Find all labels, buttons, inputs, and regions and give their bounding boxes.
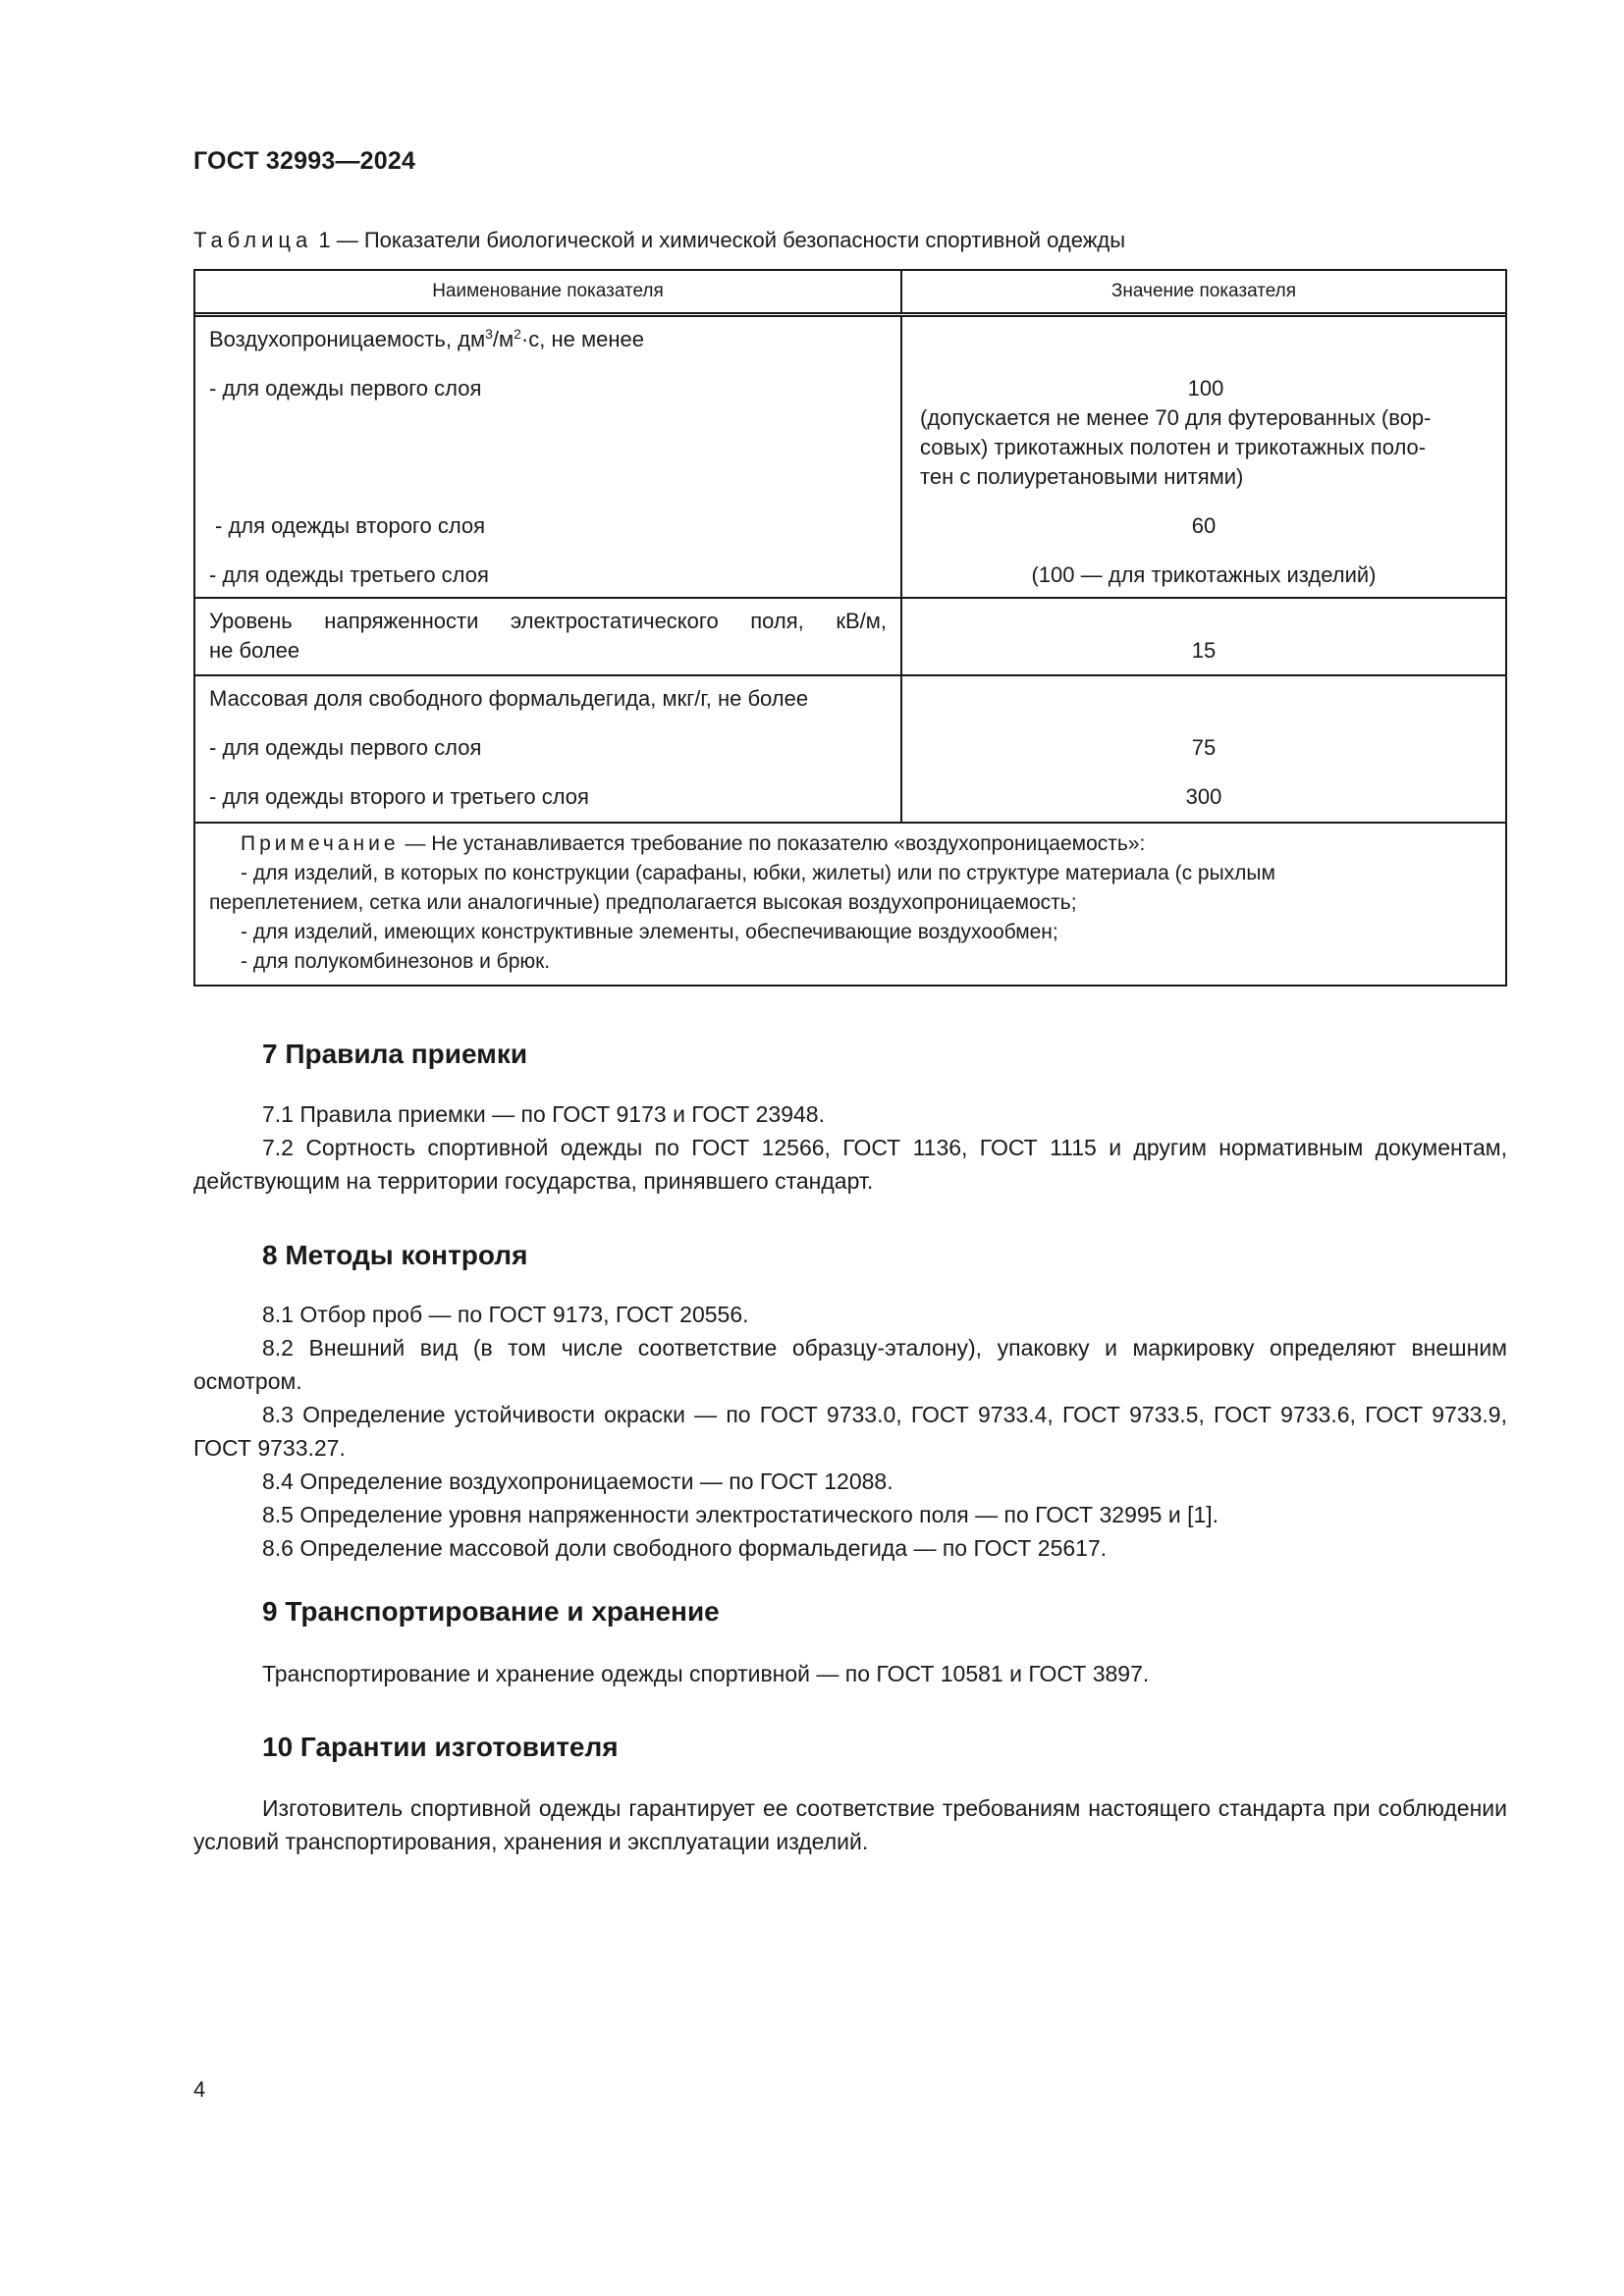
clause-8-5: 8.5 Определение уровня напряженности электростатического поля — по ГОСТ 32995 и [1]. (262, 1502, 1219, 1527)
note-intro: Примечание — Не устанавливается требование по показателю «воздухопроницаемость»: (241, 832, 1146, 855)
page-number: 4 (193, 2077, 206, 2102)
table-row-electrostatic-field (195, 599, 1505, 676)
formaldehyde-title: Массовая доля свободного формальдегида, мкг/г, не более (209, 686, 809, 711)
first-layer-value-note-line-1: (допускается не менее 70 для футерованных (вор- (920, 405, 1432, 430)
section-8-body (193, 1298, 1507, 1565)
column-header-value: Значение показателя (1110, 281, 1297, 301)
note-label: Примечание (241, 832, 400, 855)
section-10-heading: 10 Гарантии изготовителя (262, 1732, 619, 1762)
table-header-row (195, 271, 1505, 317)
section-7-body (193, 1097, 1507, 1198)
section-8-heading: 8 Методы контроля (262, 1240, 528, 1270)
section-10-paragraph: Изготовитель спортивной одежды гарантирует ее соответствие требованиям настоящего стандарта при соблюдении условий транспортирования, хранения и эксплуатации изделий. (193, 1795, 1507, 1854)
second-layer-label: - для одежды второго слоя (215, 513, 486, 538)
clause-8-1: 8.1 Отбор проб — по ГОСТ 9173, ГОСТ 20556. (262, 1302, 749, 1327)
first-layer-value-note-line-3: тен с полиуретановыми нитями) (920, 464, 1244, 489)
clause-8-6: 8.6 Определение массовой доли свободного формальдегида — по ГОСТ 25617. (262, 1535, 1108, 1561)
electrostatic-title-line-2: не более (209, 638, 300, 663)
first-layer-label: - для одежды первого слоя (209, 376, 482, 400)
third-layer-value: (100 — для трикотажных изделий) (1031, 562, 1377, 587)
air-permeability-title: Воздухопроницаемость, $дм^3/м^2\cdot с$, не менее (209, 326, 644, 351)
formaldehyde-second-third-layer-label: - для одежды второго и третьего слоя (209, 784, 589, 809)
second-layer-value: 60 (1191, 513, 1217, 538)
formaldehyde-first-layer-label: - для одежды первого слоя (209, 735, 482, 760)
note-item-1-continued: переплетением, сетка или аналогичные) предполагается высокая воздухопроницаемость; (209, 891, 1077, 914)
formaldehyde-second-third-layer-value: 300 (1185, 784, 1222, 809)
note-item-1: - для изделий, в которых по конструкции (сарафаны, юбки, жилеты) или по структуре материала (с рыхлым (241, 862, 1275, 884)
safety-indicators-table (193, 269, 1507, 987)
first-layer-value: 100 (1187, 376, 1224, 400)
document-code: ГОСТ 32993—2024 (193, 147, 416, 175)
formaldehyde-first-layer-value: 75 (1191, 735, 1217, 760)
electrostatic-value: 15 (1191, 638, 1217, 663)
table-row-formaldehyde (195, 676, 1505, 824)
note-item-3: - для полукомбинезонов и брюк. (241, 950, 551, 973)
note-item-2: - для изделий, имеющих конструктивные элементы, обеспечивающие воздухообмен; (241, 921, 1058, 943)
clause-8-2: 8.2 Внешний вид (в том числе соответствие образцу-эталону), упаковку и маркировку определяют внешним осмотром. (193, 1335, 1507, 1394)
clause-7-1: 7.1 Правила приемки — по ГОСТ 9173 и ГОСТ 23948. (262, 1101, 825, 1127)
table-row-air-permeability (195, 317, 1505, 599)
section-9-paragraph: Транспортирование и хранение одежды спортивной — по ГОСТ 10581 и ГОСТ 3897. (262, 1661, 1150, 1686)
third-layer-label: - для одежды третьего слоя (209, 562, 489, 587)
first-layer-value-note-line-2: совых) трикотажных полотен и трикотажных поло- (920, 435, 1427, 459)
table-note (195, 824, 1505, 985)
first-layer-value-block (920, 374, 1491, 492)
table-caption-text: 1 — Показатели биологической и химической безопасности спортивной одежды (312, 228, 1126, 252)
electrostatic-title-line-1: Уровень напряженности электростатического поля, кВ/м, (209, 609, 887, 633)
clause-7-2: 7.2 Сортность спортивной одежды по ГОСТ 12566, ГОСТ 1136, ГОСТ 1115 и другим нормативным документам, действующим на территории государства, принявшего стандарт. (193, 1135, 1507, 1194)
section-9-heading: 9 Транспортирование и хранение (262, 1596, 720, 1627)
clause-8-3: 8.3 Определение устойчивости окраски — по ГОСТ 9733.0, ГОСТ 9733.4, ГОСТ 9733.5, ГОСТ 9733.6, ГОСТ 9733.9, ГОСТ 9733.27. (193, 1402, 1507, 1461)
section-10-body (193, 1791, 1507, 1858)
column-header-indicator: Наименование показателя (195, 271, 902, 312)
table-caption (193, 228, 1125, 253)
section-7-heading: 7 Правила приемки (262, 1039, 528, 1069)
table-caption-label: Таблица (193, 228, 313, 252)
clause-8-4: 8.4 Определение воздухопроницаемости — по ГОСТ 12088. (262, 1468, 893, 1494)
section-9-body (193, 1657, 1507, 1690)
